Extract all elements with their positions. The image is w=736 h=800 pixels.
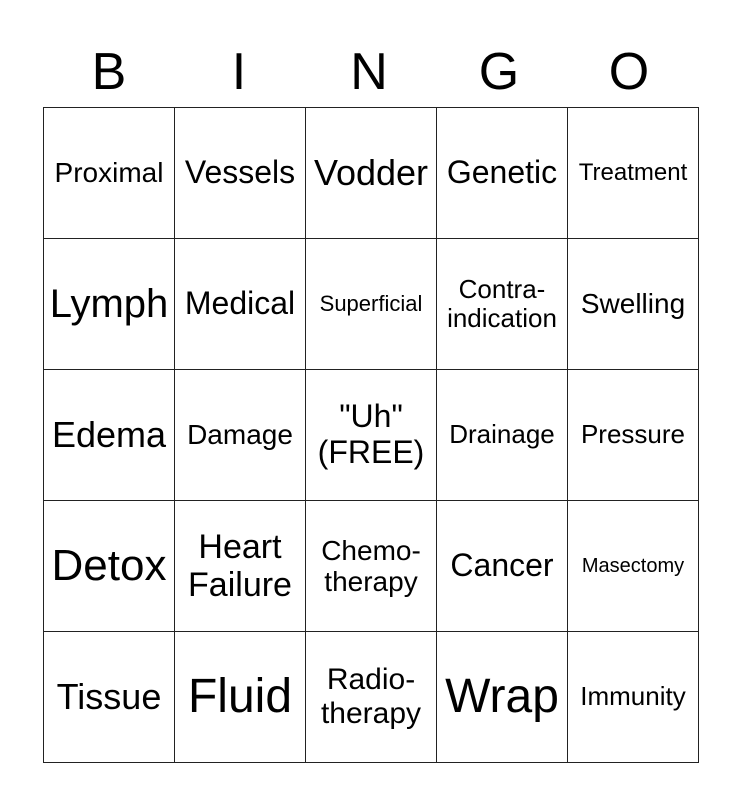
bingo-cell[interactable] [568, 632, 699, 763]
bingo-cell[interactable] [437, 239, 568, 370]
bingo-cell[interactable] [175, 370, 306, 501]
cell-label: Damage [187, 419, 293, 451]
bingo-cell[interactable] [44, 501, 175, 632]
bingo-cell[interactable] [175, 501, 306, 632]
bingo-cell[interactable] [175, 239, 306, 370]
cell-label: Cancer [450, 547, 554, 584]
board-row [44, 239, 699, 370]
header-letter-n: N [350, 43, 388, 101]
cell-label: Drainage [449, 419, 555, 450]
cell-label: Vodder [313, 151, 429, 193]
header-letter-i: I [231, 43, 247, 101]
cell-label: "Uh" (FREE) [317, 398, 425, 470]
bingo-cell[interactable] [306, 501, 437, 632]
bingo-cell[interactable] [44, 632, 175, 763]
bingo-cell[interactable] [44, 239, 175, 370]
bingo-cell[interactable] [175, 108, 306, 239]
header-letter-g: G [478, 43, 520, 101]
cell-label: Superficial [319, 290, 423, 316]
cell-label: Pressure [580, 419, 686, 450]
board-row [44, 632, 699, 763]
header-letter-o: O [608, 43, 650, 101]
bingo-cell[interactable] [568, 501, 699, 632]
cell-label: Medical [184, 285, 296, 322]
cell-label: Proximal [54, 157, 164, 189]
header-letter-b: B [91, 43, 127, 101]
cell-label: Wrap [445, 670, 559, 724]
bingo-cell[interactable] [44, 108, 175, 239]
bingo-cell[interactable] [568, 370, 699, 501]
cell-label: Genetic [446, 154, 558, 191]
bingo-cell[interactable] [568, 108, 699, 239]
cell-label: Fluid [187, 670, 293, 724]
bingo-cell free-space[interactable] [306, 370, 437, 501]
cell-label: Swelling [580, 288, 686, 320]
cell-label: Chemo- therapy [321, 534, 421, 597]
cell-label: Treatment [578, 158, 688, 186]
bingo-cell[interactable] [437, 632, 568, 763]
bingo-cell[interactable] [437, 108, 568, 239]
cell-label: Edema [51, 413, 167, 455]
cell-label: Immunity [580, 681, 686, 712]
bingo-cell[interactable] [437, 501, 568, 632]
bingo-header [44, 40, 694, 104]
cell-label: Tissue [56, 675, 162, 717]
bingo-board [43, 107, 699, 763]
cell-label: Vessels [184, 154, 296, 191]
bingo-cell[interactable] [568, 239, 699, 370]
cell-label: Lymph [49, 281, 169, 326]
cell-label: Contra- indication [447, 273, 557, 333]
board-row [44, 108, 699, 239]
cell-label: Heart Failure [188, 527, 292, 604]
cell-label: Radio- therapy [320, 663, 422, 730]
cell-label: Detox [51, 541, 167, 591]
bingo-cell[interactable] [44, 370, 175, 501]
bingo-cell[interactable] [306, 632, 437, 763]
board-row [44, 501, 699, 632]
cell-label: Masectomy [581, 554, 685, 577]
bingo-cell[interactable] [437, 370, 568, 501]
board-row [44, 370, 699, 501]
bingo-cell[interactable] [175, 632, 306, 763]
bingo-cell[interactable] [306, 108, 437, 239]
bingo-cell[interactable] [306, 239, 437, 370]
